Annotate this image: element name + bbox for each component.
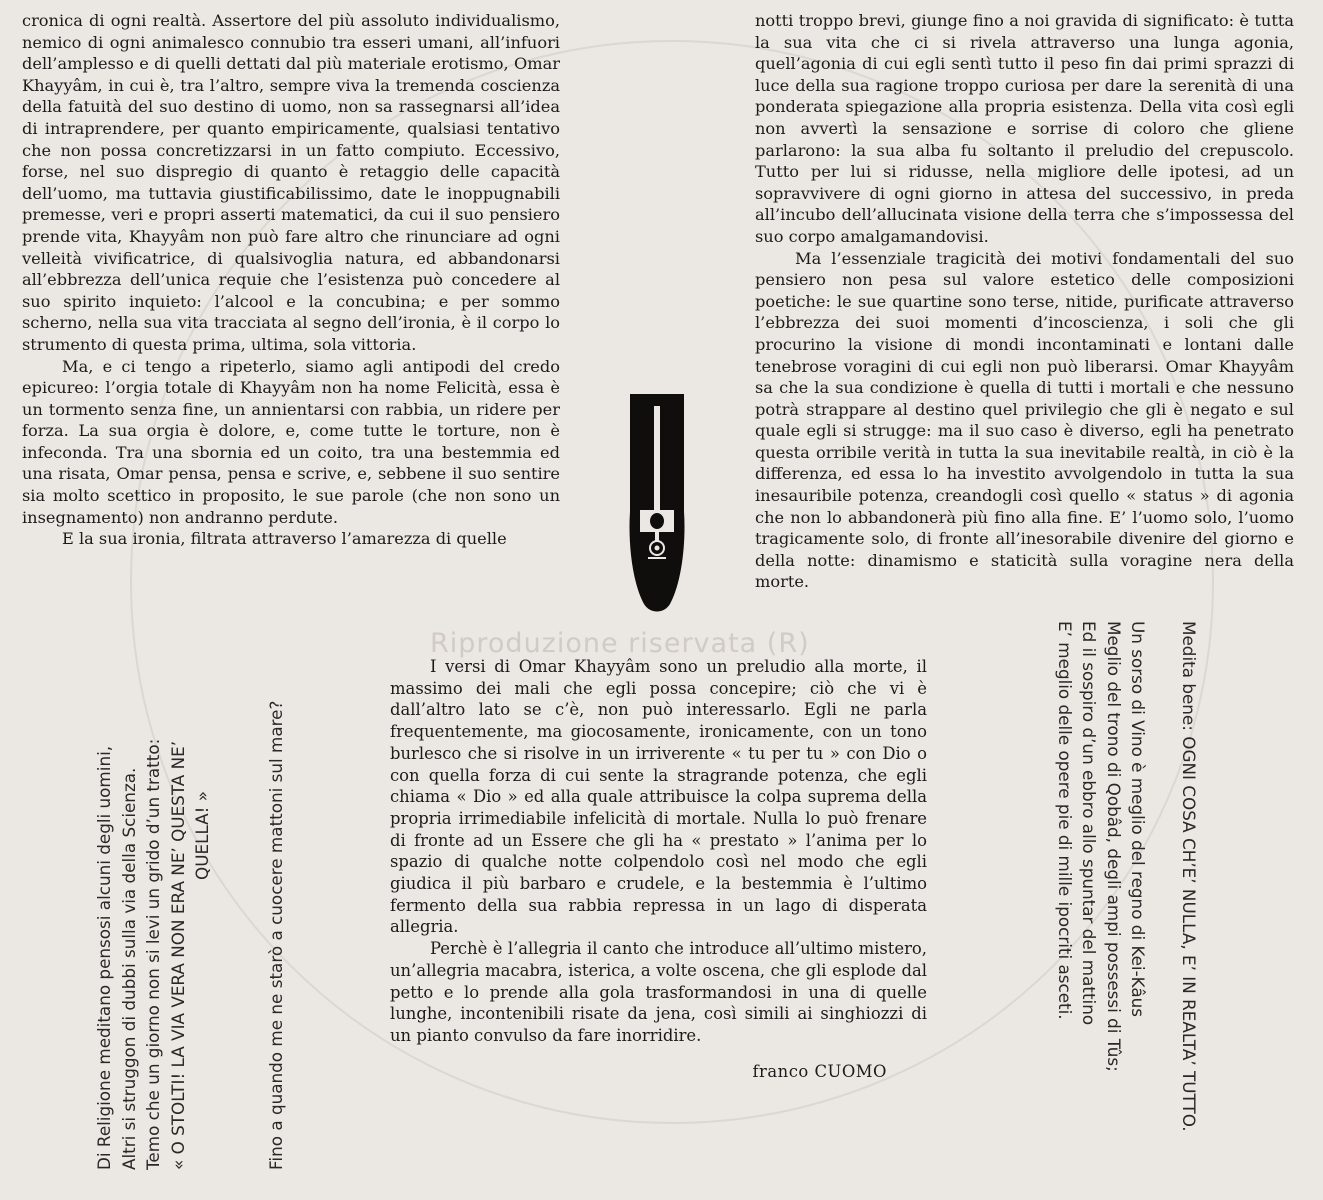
poem-left-vertical	[92, 739, 215, 1170]
poem-middle-vertical	[264, 701, 289, 1170]
right-paragraph: notti troppo brevi, giunge fino a noi gravida di significato: è tutta la sua vita che ci si rivela attraverso una lunga agonia, quell’agonia di cui egli sentì tutto il peso fin dai primi sprazzi di luce della sua ragione troppo curiosa per dare la serenità di una ponderata spiegazione alla propria esistenza. Della vita così egli non avvertì la sensazione e sorrise di coloro che gliene parlarono: la sua alba fu soltanto il preludio del crepuscolo. Tutto per lui si ridusse, nella migliore delle ipotesi, ad un sopravvivere di ogni giorno in attesa del successivo, in preda all’incubo dell’allucinata visione della terra che s’impossessa del suo corpo amalgamandovisi.	[755, 11, 1294, 246]
right-column	[755, 10, 1294, 593]
left-paragraph: Ma, e ci tengo a ripeterlo, siamo agli antipodi del credo epicureo: l’orgia totale di Khayyâm non ha nome Felicità, essa è un tormento senza fine, un annientarsi con rabbia, un ridere per forza. La sua orgia è dolore, e, come tutte le torture, non è infeconda. Tra una sbornia ed un coito, tra una bestemmia ed una risata, Omar pensa, pensa e scrive, e, sebbene il suo sentire sia molto scettico in proposito, le sue parole (che non sono un insegnamento) non andranno perdute.	[22, 356, 560, 527]
left-column	[22, 10, 560, 550]
poem-line: Medita bene: OGNI COSA CH’E’ NULLA, E’ IN REALTA’ TUTTO.	[1179, 621, 1199, 1132]
center-paragraph: I versi di Omar Khayyâm sono un preludio alla morte, il massimo dei mali che egli possa concepire; ciò che vi è dall’altro lato se c’è, non può interessarlo. Egli ne parla frequentemente, ma giocosamente, ironicamente, con un tono burlesco che si risolve in un irriverente « tu per tu » con Dio o con quella forza di cui sente la stragrande potenza, che egli chiama « Dio » ed alla quale attribuisce la colpa suprema della propria irrimediabile infelicità di mortale. Nulla lo può frenare di fronte ad un Essere che gli ha « prestato » l’anima per lo spazio di qualche notte colpendolo così nel modo che egli giudica il più barbaro e crudele, e la bestemmia è l’ultimo fermento della sua rabbia repressa in un lago di disperata allegria.	[390, 657, 927, 937]
left-paragraph: E la sua ironia, filtrata attraverso l’amarezza di quelle	[62, 529, 507, 549]
poem-line: Temo che un giorno non si levi un grido d’un tratto:	[143, 738, 163, 1170]
poem-line: Altri si struggon di dubbi sulla via della Scienza.	[118, 767, 139, 1170]
poem-line: « O STOLTI! LA VIA VERA NON ERA NE’ QUESTA NE’	[167, 740, 188, 1170]
author-signature: franco CUOMO	[752, 1061, 887, 1081]
watermark-text: Riproduzione riservata (R)	[430, 628, 810, 659]
poem-line: QUELLA! »	[192, 791, 212, 880]
poem-line: Un sorso di Vino è meglio del regno di Kei-Kâus	[1128, 621, 1149, 1018]
poem-line: Ed il sospiro d’un ebbro allo spuntar del mattino	[1079, 621, 1100, 1026]
poem-line: E’ meglio delle opere pie di mille ipocriti asceti.	[1055, 621, 1075, 1020]
poem-line: Meglio del trono di Qobâd, degli ampi possessi di Tûs;	[1104, 621, 1124, 1072]
poem-line: Di Religione meditano pensosi alcuni degli uomini,	[94, 745, 114, 1170]
center-column	[390, 656, 927, 1082]
right-paragraph: Ma l’essenziale tragicità dei motivi fondamentali del suo pensiero non pesa sul valore estetico delle composizioni poetiche: le sue quartine sono terse, nitide, purificate attraverso l’ebbrezza dei suoi momenti d’incoscienza, i soli che gli procurino la visione di mondi incontaminati e lontani dalle tenebrose voragini di cui egli non può liberarsi. Omar Khayyâm sa che la sua condizione è quella di tutti i mortali e che nessuno potrà strappare al destino quel privilegio che gli è negato e sul quale egli si strugge: ma il suo caso è diverso, egli ha penetrato questa orribile verità in tutta la sua inevitabile realtà, in ciò è la differenza, ed essa lo ha investito avvolgendolo in tutta la sua inesauribile potenza, creandogli così quello « status » di agonia che non lo abbandonerà più fino alla fine. E’ l’uomo solo, l’uomo tragicamente solo, di fronte all’inesorabile divenire del giorno e della notte: dinamismo e staticità sulla voragine nera della morte.	[755, 248, 1294, 592]
left-paragraph: cronica di ogni realtà. Assertore del più assoluto individualismo, nemico di ogni animalesco connubio tra esseri umani, all’infuori dell’amplesso e di quelli dettati dal più materiale erotismo, Omar Khayyâm, in cui è, tra l’altro, sempre viva la tremenda coscienza della fatuità del suo destino di uomo, non sa rassegnarsi all’idea di intraprendere, per quanto empiricamente, qualsiasi tentativo che non possa concretizzarsi in un fatto compiuto. Eccessivo, forse, nel suo dispregio di quanto è retaggio delle capacità dell’uomo, ma tuttavia giustificabilissimo, date le inoppugnabili premesse, veri e propri asserti matematici, da cui il suo pensiero prende vita, Khayyâm non può fare altro che rinunciare ad ogni velleità vivificatrice, di qualsivoglia natura, ed abbandonarsi all’ebbrezza dell’unica requie che l’esistenza può concedere al suo spirito inquieto: l’alcool e la concubina; e per sommo scherno, nella sua vita tracciata al segno dell’ironia, è il corpo lo strumento di questa prima, ultima, sola vittoria.	[22, 11, 560, 354]
poem-line: Fino a quando me ne starò a cuocere mattoni sul mare?	[266, 700, 286, 1170]
amphora-figure-illustration	[626, 392, 688, 616]
center-paragraph: Perchè è l’allegria il canto che introduce all’ultimo mistero, un’allegria macabra, isterica, a volte oscena, che gli esplode dal petto e lo prende alla gola trasformandosi in una di quelle lunghe, incontenibili risate da jena, così simili ai singhiozzi di un pianto convulso da fare inorridire.	[390, 939, 927, 1045]
poem-right-vertical	[1053, 621, 1202, 1132]
